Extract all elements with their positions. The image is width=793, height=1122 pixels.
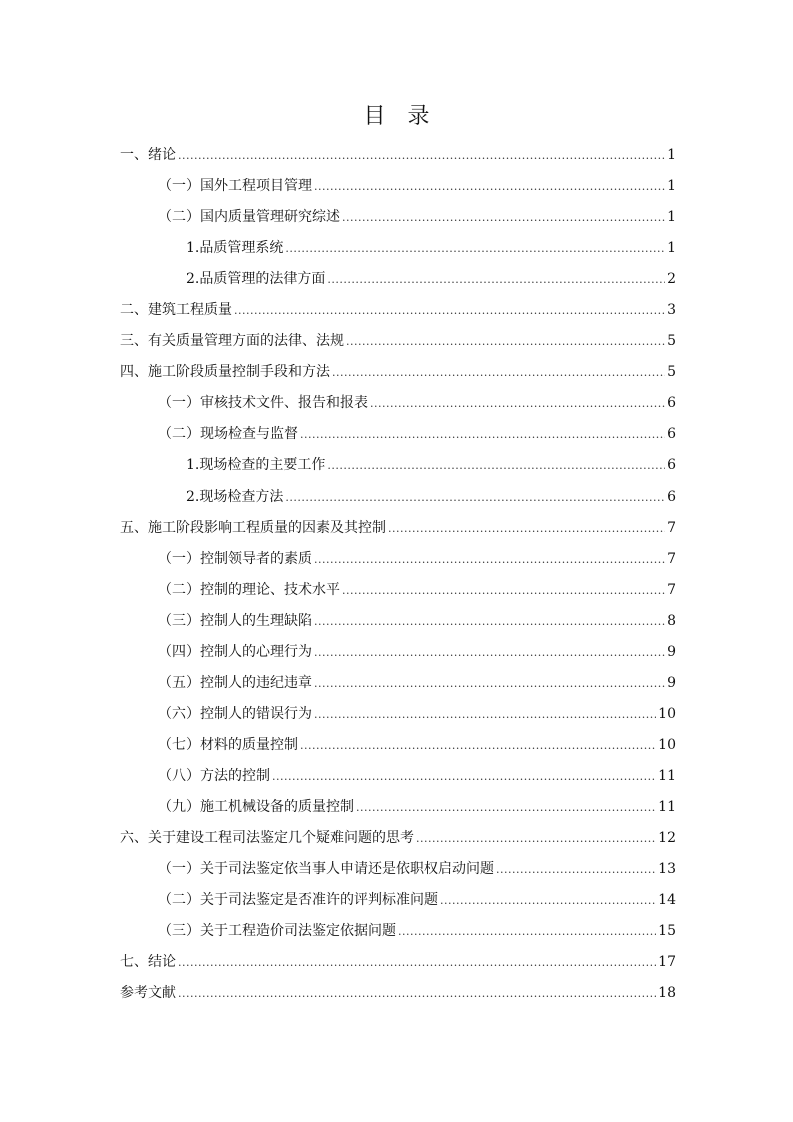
toc-entry[interactable] <box>120 761 676 792</box>
toc-entry[interactable] <box>120 885 676 916</box>
toc-entry[interactable] <box>120 202 676 233</box>
toc-entry-number: （二） <box>158 892 200 909</box>
toc-entry-title: 现场检查与监督 <box>200 426 298 443</box>
toc-entry-title: 有关质量管理方面的法律、法规 <box>148 333 344 350</box>
toc-dot-leader <box>178 978 656 1009</box>
toc-entry-number: 2. <box>186 271 200 288</box>
toc-entry-number: （三） <box>158 612 200 629</box>
toc-entry-title: 材料的质量控制 <box>200 736 298 753</box>
toc-page-number: 6 <box>667 395 676 412</box>
title-char-1: 目 <box>363 104 386 129</box>
toc-dot-leader <box>314 668 665 699</box>
toc-entry-number: （九） <box>158 798 200 815</box>
toc-entry-title: 品质管理系统 <box>199 240 284 257</box>
toc-entry[interactable] <box>120 295 676 326</box>
toc-dot-leader <box>285 233 665 264</box>
toc-page-number: 10 <box>658 705 676 722</box>
toc-entry-number: 1. <box>186 457 200 474</box>
toc-entry[interactable] <box>120 388 676 419</box>
toc-entry-title: 施工机械设备的质量控制 <box>200 798 354 815</box>
toc-page-number: 1 <box>667 147 676 163</box>
toc-page-number: 7 <box>667 581 676 598</box>
toc-entry-number: （一） <box>158 178 200 195</box>
toc-entry[interactable] <box>120 513 676 544</box>
toc-entry-number: （三） <box>158 923 200 940</box>
toc-entry[interactable] <box>120 140 676 171</box>
toc-dot-leader <box>346 326 665 357</box>
toc-entry-number: 七、 <box>120 954 148 971</box>
toc-page-number: 10 <box>658 736 676 753</box>
toc-entry[interactable] <box>120 544 676 575</box>
toc-entry-number: （一） <box>158 861 200 878</box>
toc-dot-leader <box>332 357 665 388</box>
toc-page-number: 5 <box>667 364 676 381</box>
toc-entry-title: 参考文献 <box>120 985 176 1002</box>
toc-dot-leader <box>370 388 665 419</box>
toc-dot-leader <box>178 947 656 978</box>
toc-entry-number: 1. <box>186 240 200 257</box>
toc-entry-number: （二） <box>158 581 200 598</box>
toc-dot-leader <box>300 730 656 761</box>
toc-page-number: 18 <box>658 985 676 1002</box>
toc-entry-title: 结论 <box>148 954 176 971</box>
toc-page-number: 9 <box>667 674 676 691</box>
toc-entry-number: 2. <box>186 488 200 505</box>
toc-page-number: 13 <box>658 861 676 878</box>
toc-page-number: 1 <box>667 209 676 226</box>
toc-dot-leader <box>314 637 665 668</box>
toc-page-number: 6 <box>667 488 676 505</box>
toc-entry-number: 一、 <box>120 147 148 163</box>
toc-dot-leader <box>388 513 665 544</box>
toc-entry-number: 四、 <box>120 364 148 381</box>
toc-entry-title: 控制人的心理行为 <box>200 643 312 660</box>
toc-entry-number: （四） <box>158 643 200 660</box>
toc-dot-leader <box>314 544 665 575</box>
toc-entry-title: 施工阶段影响工程质量的因素及其控制 <box>148 519 386 536</box>
toc-entry[interactable] <box>120 637 676 668</box>
toc-entry-title: 审核技术文件、报告和报表 <box>200 395 368 412</box>
toc-dot-leader <box>285 482 665 513</box>
toc-entry-number: 五、 <box>120 519 148 536</box>
toc-entry-number: （一） <box>158 395 200 412</box>
toc-page-number: 12 <box>658 830 676 847</box>
page-title <box>0 102 793 132</box>
toc-page-number: 6 <box>667 426 676 443</box>
toc-entry-number: （二） <box>158 426 200 443</box>
toc-entry[interactable] <box>120 264 676 295</box>
toc-entry-title: 控制人的违纪违章 <box>200 674 312 691</box>
toc-dot-leader <box>234 295 665 326</box>
toc-dot-leader <box>314 699 656 730</box>
toc-entry[interactable] <box>120 450 676 481</box>
toc-dot-leader <box>342 575 665 606</box>
toc-entry-title: 现场检查的主要工作 <box>199 457 326 474</box>
toc-entry-title: 关于司法鉴定是否准许的评判标准问题 <box>200 892 438 909</box>
toc-dot-leader <box>342 202 665 233</box>
toc-entry-title: 国内质量管理研究综述 <box>200 209 340 226</box>
toc-dot-leader <box>300 419 665 450</box>
title-char-2: 录 <box>407 104 430 129</box>
toc-entry[interactable] <box>120 419 676 450</box>
toc-entry[interactable] <box>120 233 676 264</box>
toc-page-number: 1 <box>667 178 676 195</box>
toc-entry-number: （七） <box>158 736 200 753</box>
toc-entry-title: 关于司法鉴定依当事人申请还是依职权启动问题 <box>200 861 494 878</box>
toc-entry[interactable] <box>120 606 676 637</box>
toc-entry-title: 关于工程造价司法鉴定依据问题 <box>200 923 396 940</box>
toc-entry-title: 绪论 <box>148 147 176 163</box>
toc-entry[interactable] <box>120 854 676 885</box>
toc-entry[interactable] <box>120 823 676 854</box>
toc-entry-title: 控制人的错误行为 <box>200 705 312 722</box>
toc-page-number: 17 <box>658 954 676 971</box>
toc-entry[interactable] <box>120 668 676 699</box>
toc-entry[interactable] <box>120 978 676 1009</box>
toc-page-number: 15 <box>658 923 676 940</box>
toc-entry-title: 建筑工程质量 <box>148 302 232 319</box>
toc-dot-leader <box>327 264 665 295</box>
toc-entry[interactable] <box>120 482 676 513</box>
toc-entry[interactable] <box>120 575 676 606</box>
toc-entry-number: 二、 <box>120 302 148 319</box>
toc-dot-leader <box>496 854 656 885</box>
toc-dot-leader <box>416 823 656 854</box>
toc-entry-title: 品质管理的法律方面 <box>199 271 326 288</box>
toc-entry[interactable] <box>120 171 676 202</box>
toc-dot-leader <box>327 450 665 481</box>
toc-page-number: 11 <box>658 767 676 784</box>
toc-entry[interactable] <box>120 699 676 730</box>
toc-dot-leader <box>178 140 665 171</box>
toc-page-number: 11 <box>658 798 676 815</box>
toc-entry-title: 控制的理论、技术水平 <box>200 581 340 598</box>
toc-page-number: 8 <box>667 612 676 629</box>
toc-page-number: 2 <box>667 271 676 288</box>
toc-dot-leader <box>272 761 656 792</box>
toc-page-number: 14 <box>658 892 676 909</box>
toc-entry-number: 三、 <box>120 333 148 350</box>
toc-entry[interactable] <box>120 916 676 947</box>
toc-entry-number: （一） <box>158 550 200 567</box>
toc-entry-title: 控制人的生理缺陷 <box>200 612 312 629</box>
toc-entry-title: 现场检查方法 <box>199 488 284 505</box>
toc-entry-title: 国外工程项目管理 <box>200 178 312 195</box>
toc-dot-leader <box>398 916 656 947</box>
toc-entry-number: （八） <box>158 767 200 784</box>
toc-entry[interactable] <box>120 947 676 978</box>
toc-entry[interactable] <box>120 730 676 761</box>
table-of-contents <box>120 140 676 1009</box>
toc-entry[interactable] <box>120 326 676 357</box>
toc-entry[interactable] <box>120 792 676 823</box>
toc-page-number: 7 <box>667 550 676 567</box>
toc-entry-number: 六、 <box>120 830 148 847</box>
toc-page-number: 1 <box>667 240 676 257</box>
toc-entry-number: （二） <box>158 209 200 226</box>
toc-dot-leader <box>314 606 665 637</box>
toc-entry-title: 关于建设工程司法鉴定几个疑难问题的思考 <box>148 830 414 847</box>
toc-page-number: 9 <box>667 643 676 660</box>
toc-page-number: 7 <box>667 519 676 536</box>
toc-dot-leader <box>314 171 665 202</box>
toc-entry-number: （六） <box>158 705 200 722</box>
toc-dot-leader <box>440 885 656 916</box>
toc-entry[interactable] <box>120 357 676 388</box>
toc-page-number: 3 <box>667 302 676 319</box>
toc-page-number: 5 <box>667 333 676 350</box>
toc-entry-title: 控制领导者的素质 <box>200 550 312 567</box>
toc-entry-title: 施工阶段质量控制手段和方法 <box>148 364 330 381</box>
toc-dot-leader <box>356 792 656 823</box>
toc-entry-number: （五） <box>158 674 200 691</box>
toc-page-number: 6 <box>667 457 676 474</box>
toc-entry-title: 方法的控制 <box>200 767 270 784</box>
